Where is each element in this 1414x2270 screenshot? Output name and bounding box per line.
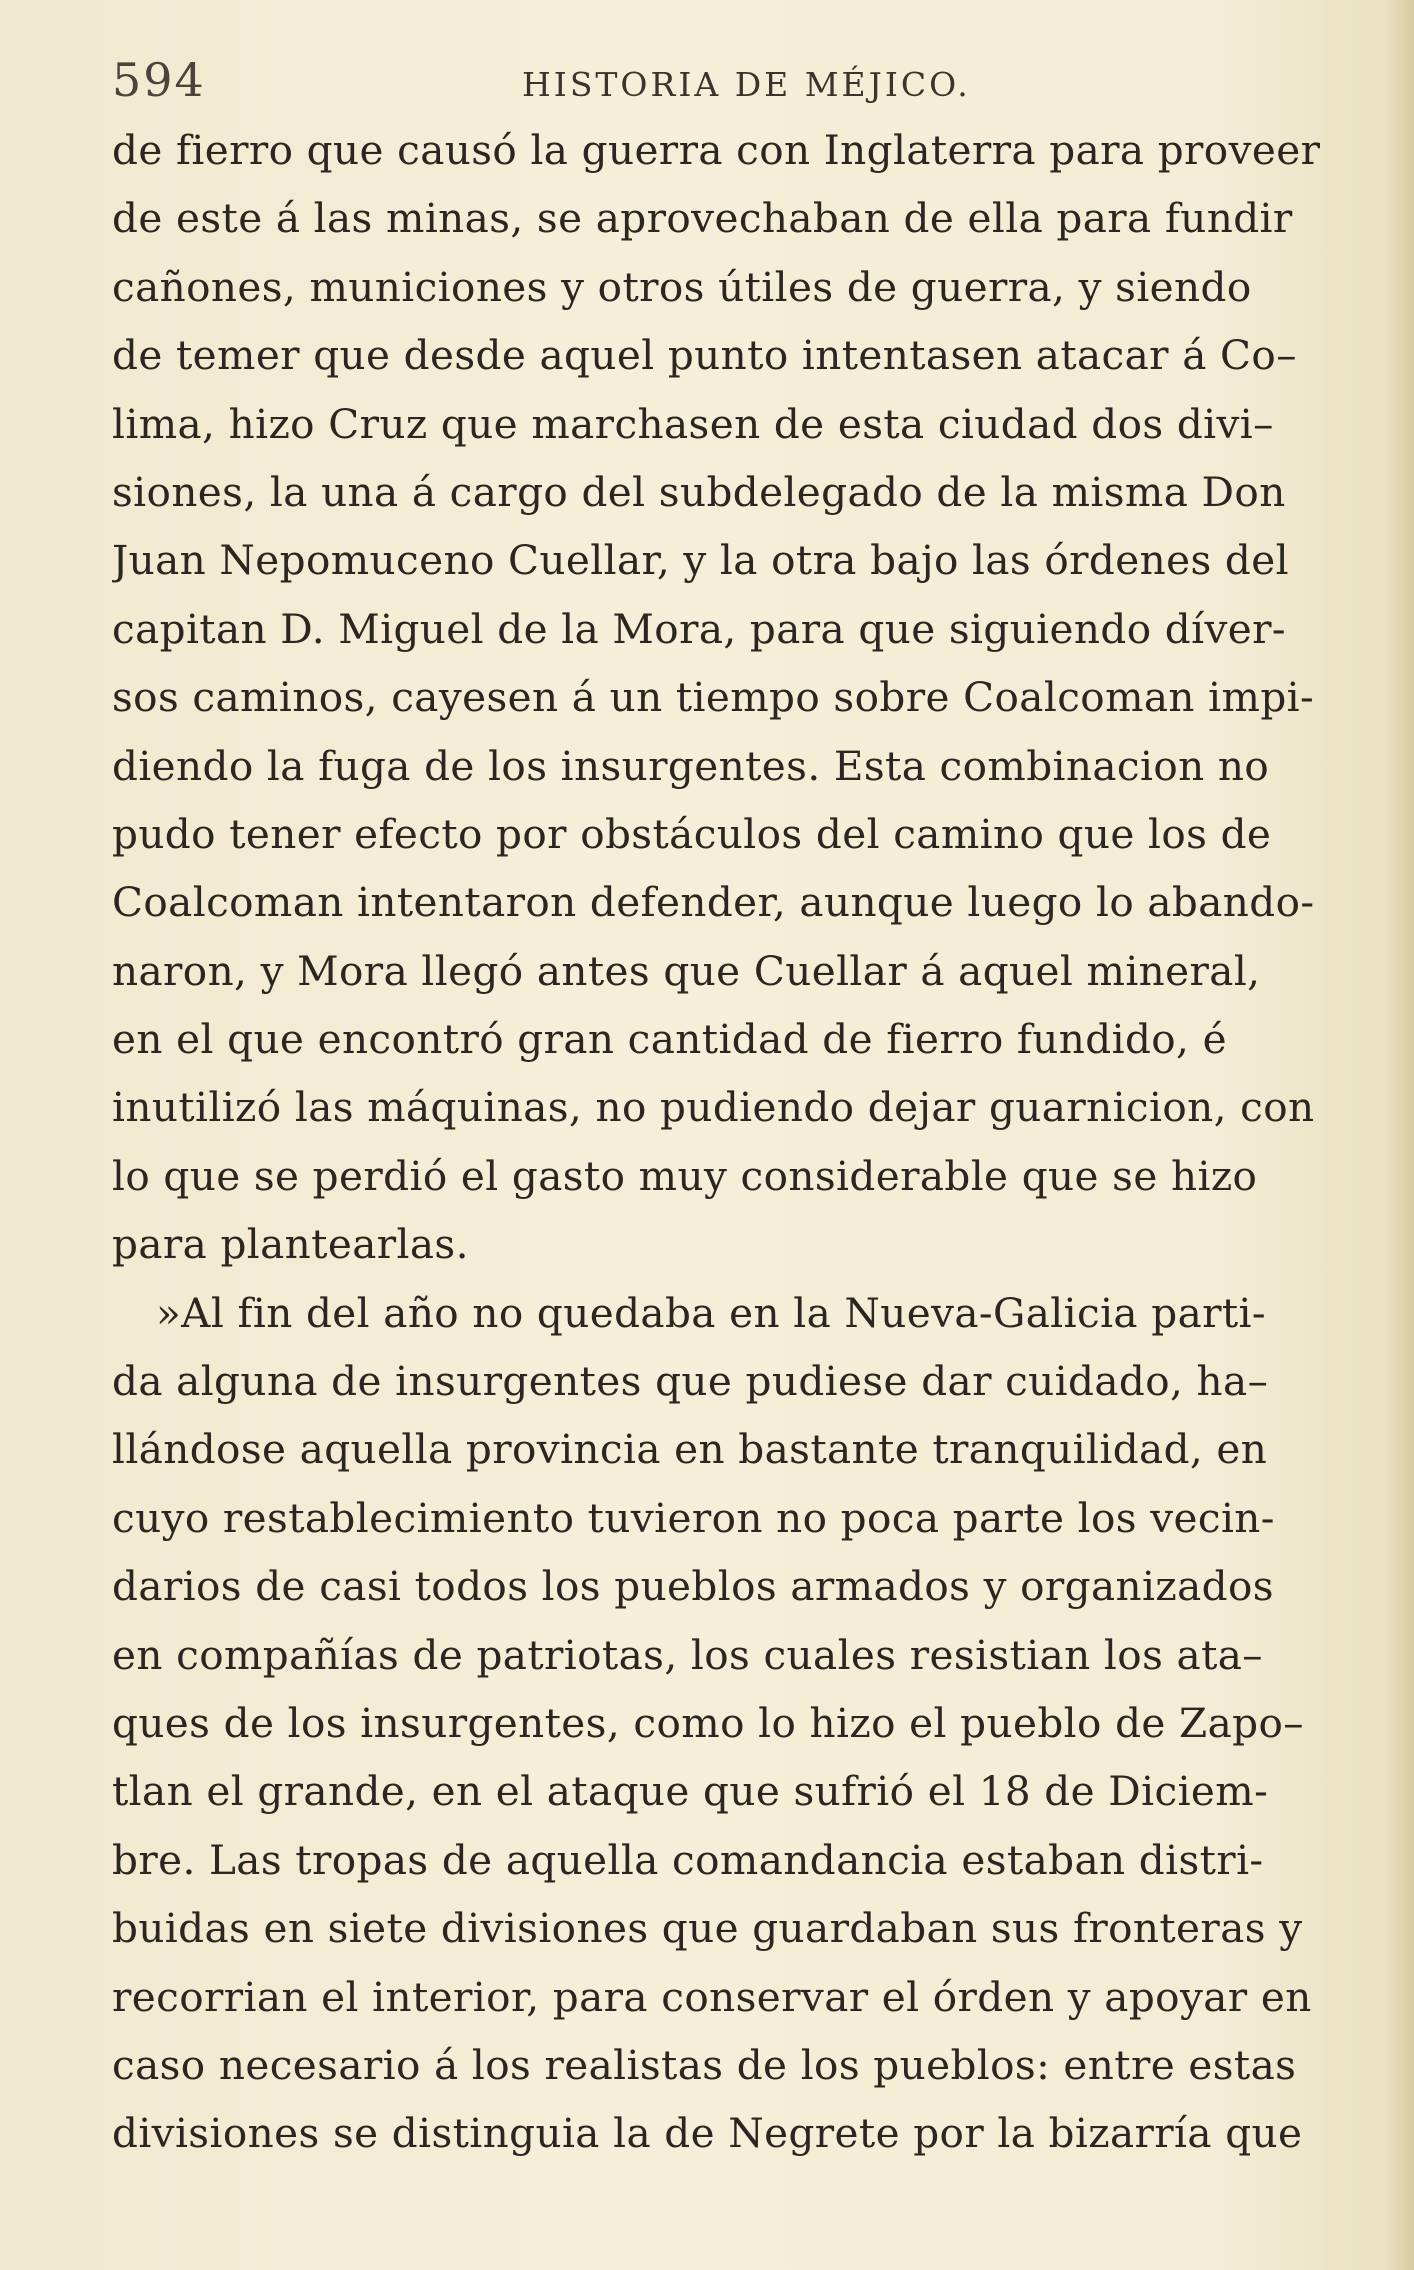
text-line: tlan el grande, en el ataque que sufrió el 18 de Diciem- [112, 1767, 1269, 1816]
text-line: caso necesario á los realistas de los pueblos: entre estas [112, 2040, 1297, 2089]
text-line: ques de los insurgentes, como lo hizo el pueblo de Zapo– [112, 1698, 1304, 1747]
text-line: lo que se perdió el gasto muy considerable que se hizo [112, 1151, 1258, 1200]
text-line: darios de casi todos los pueblos armados y organizados [112, 1562, 1274, 1611]
text-line: Juan Nepomuceno Cuellar, y la otra bajo las órdenes del [112, 536, 1289, 585]
text-line: lima, hizo Cruz que marchasen de esta ciudad dos divi– [112, 399, 1274, 448]
text-line: siones, la una á cargo del subdelegado de la misma Don [112, 467, 1286, 516]
text-line: de temer que desde aquel punto intentasen atacar á Co– [112, 331, 1297, 380]
text-line: cuyo restablecimiento tuvieron no poca parte los vecin- [112, 1493, 1275, 1542]
text-line: capitan D. Miguel de la Mora, para que siguiendo díver- [112, 604, 1286, 653]
text-line: para plantearlas. [112, 1220, 469, 1269]
text-line: recorrian el interior, para conservar el órden y apoyar en [112, 1972, 1312, 2021]
text-line: en compañías de patriotas, los cuales resistian los ata– [112, 1630, 1263, 1679]
page-header [112, 50, 1352, 110]
page-number: 594 [112, 53, 206, 107]
text-line: Coalcoman intentaron defender, aunque luego lo abando- [112, 878, 1315, 927]
text-line: da alguna de insurgentes que pudiese dar cuidado, ha– [112, 1357, 1269, 1406]
text-line: llándose aquella provincia en bastante tranquilidad, en [112, 1425, 1268, 1474]
body-text [112, 116, 1362, 2168]
text-line: de este á las minas, se aprovechaban de ella para fundir [112, 194, 1293, 243]
text-line: bre. Las tropas de aquella comandancia estaban distri- [112, 1835, 1264, 1884]
text-line: cañones, municiones y otros útiles de guerra, y siendo [112, 262, 1252, 311]
text-line: naron, y Mora llegó antes que Cuellar á aquel mineral, [112, 946, 1261, 995]
text-line: buidas en siete divisiones que guardaban sus fronteras y [112, 1904, 1303, 1953]
text-line: sos caminos, cayesen á un tiempo sobre Coalcoman impi- [112, 673, 1315, 722]
text-line: pudo tener efecto por obstáculos del camino que los de [112, 809, 1272, 858]
text-line: de fierro que causó la guerra con Inglaterra para proveer [112, 126, 1321, 174]
text-line: diendo la fuga de los insurgentes. Esta combinacion no [112, 741, 1270, 790]
page-edge-shadow [1386, 0, 1414, 2270]
text-line: inutilizó las máquinas, no pudiendo dejar guarnicion, con [112, 1083, 1315, 1132]
text-line: en el que encontró gran cantidad de fierro fundido, é [112, 1015, 1227, 1064]
running-title: HISTORIA DE MÉJICO. [522, 65, 971, 104]
paragraph-start-line: »Al fin del año no quedaba en la Nueva-Galicia parti- [156, 1288, 1266, 1337]
text-line: divisiones se distinguia la de Negrete por la bizarría que [112, 2109, 1303, 2158]
